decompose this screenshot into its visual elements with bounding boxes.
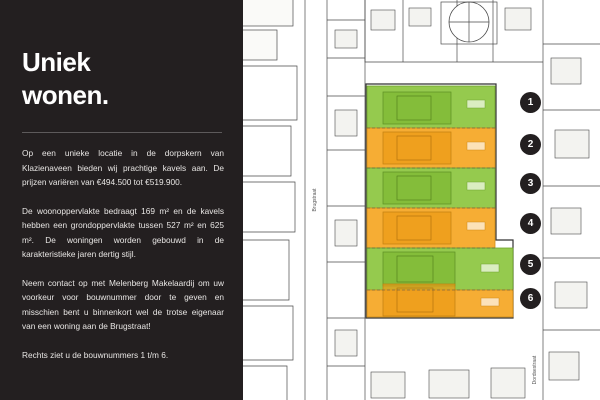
- street-label-brugstraat: Brugstraat: [312, 188, 318, 212]
- headline-line-1: Uniek: [22, 47, 91, 77]
- plot-3-area: [367, 168, 495, 208]
- plot-badge-3[interactable]: 3: [520, 173, 541, 194]
- paragraph-4: Rechts ziet u de bouwnummers 1 t/m 6.: [22, 349, 169, 360]
- paragraph-1: Op een unieke locatie in de dorpskern van Klazienaveen bieden wij prachtige kavels aan. De prijzen variëren van €494.500 tot €519.900.: [22, 148, 224, 188]
- body-copy: [22, 146, 224, 362]
- paragraph-2: De woonoppervlakte bedraagt 169 m² en de kavels hebben een grondoppervlakte tussen 527 m² en 625 m². De woningen worden gebouwd in de karakteristieke jaren dertig stijl.: [22, 205, 224, 260]
- headline-divider: [22, 132, 222, 133]
- site-plan-map: [243, 0, 600, 400]
- street-label-dordsestraat: Dordsestraat: [532, 355, 538, 385]
- plot-badge-1[interactable]: 1: [520, 92, 541, 113]
- plot-4-area: [367, 208, 495, 248]
- plot-badge-2[interactable]: 2: [520, 134, 541, 155]
- site-plan-drawing: [243, 0, 600, 400]
- plot-2-area: [367, 128, 495, 168]
- plot-badge-5[interactable]: 5: [520, 254, 541, 275]
- left-text-panel: [0, 0, 243, 400]
- plot-badge-4[interactable]: 4: [520, 213, 541, 234]
- headline-line-2: wonen.: [22, 79, 109, 110]
- headline: [22, 46, 222, 111]
- paragraph-3: Neem contact op met Melenberg Makelaardij om uw voorkeur voor bouwnummer door te geven en misschien bent u binnenkort wel de trotse eigenaar van een woning aan de Brugstraat!: [22, 277, 224, 332]
- plot-badge-6[interactable]: 6: [520, 288, 541, 309]
- plot-1-area: [367, 86, 495, 128]
